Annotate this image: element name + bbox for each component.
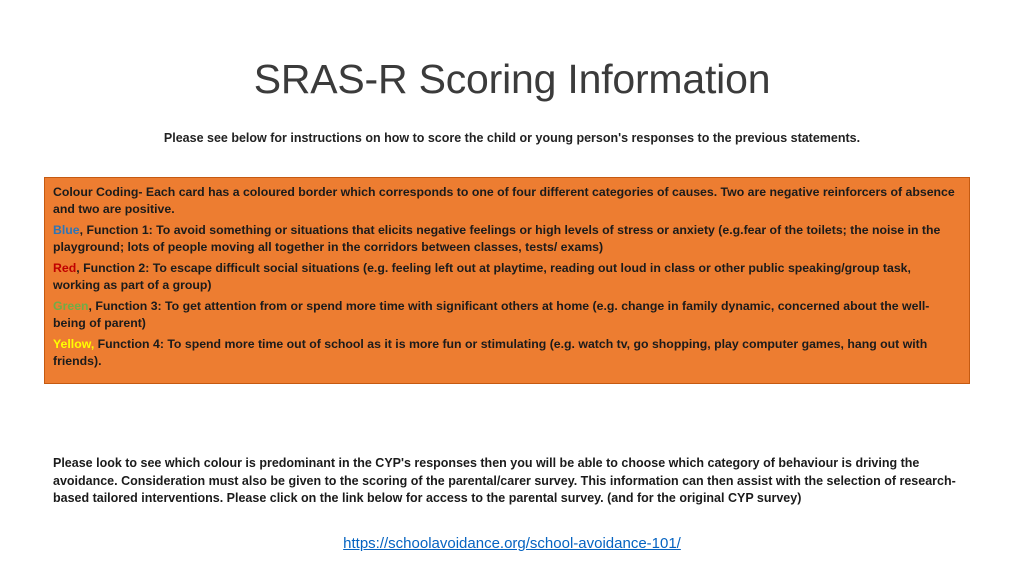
school-avoidance-link[interactable]: https://schoolavoidance.org/school-avoidance-101/ [343,535,681,552]
page-subtitle: Please see below for instructions on how to score the child or young person's responses to the previous statements. [163,131,861,145]
green-label: Green [53,299,89,313]
function-4-item [53,336,961,370]
yellow-label: Yellow, [53,337,95,351]
function-3-item [53,298,961,332]
page-title: SRAS-R Scoring Information [253,56,771,102]
function-4-text: Function 4: To spend more time out of school as it is more fun or stimulating (e.g. watch tv, go shopping, play computer games, hang out with friends). [53,337,928,368]
blue-label: Blue [53,223,80,237]
function-2-text: , Function 2: To escape difficult social situations (e.g. feeling left out at playtime, reading out loud in class or other public speaking/group task, working as part of a group) [53,261,911,292]
function-1-item [53,222,961,256]
function-1-text: , Function 1: To avoid something or situations that elicits negative feelings or high levels of stress or anxiety (e.g.fear of the toilets; the noise in the playground; lots of people moving all together in the corridors between classes, tests/ exams) [53,223,941,254]
function-3-text: , Function 3: To get attention from or spend more time with significant others at home (e.g. change in family dynamic, concerned about the well-being of parent) [53,299,930,330]
red-label: Red [53,261,77,275]
colour-coding-box [44,177,970,384]
colour-coding-intro: Colour Coding- Each card has a coloured border which corresponds to one of four different categories of causes. Two are negative reinforcers of absence and two are positive. [53,185,955,216]
instructions-paragraph: Please look to see which colour is predominant in the CYP's responses then you will be able to choose which category of behaviour is driving the avoidance. Consideration must also be given to the scoring of the parental/carer survey. This information can then assist with the selection of research-based tailored interventions. Please click on the link below for access to the parental survey. (and for the original CYP survey) [53,456,956,505]
function-2-item [53,260,961,294]
